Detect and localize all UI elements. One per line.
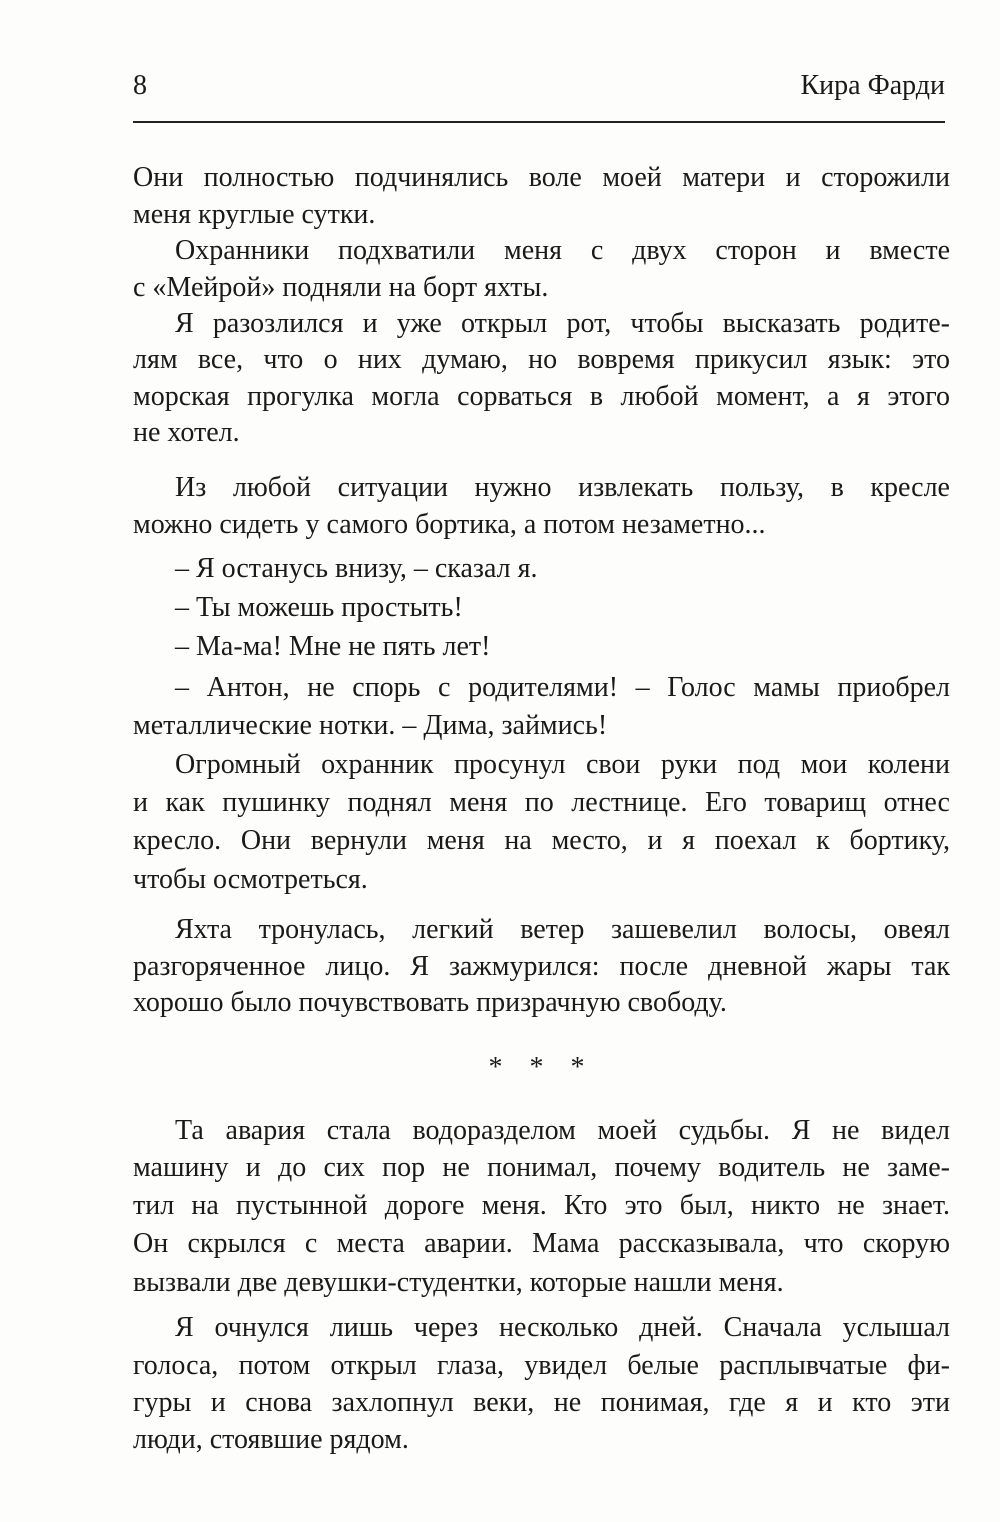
text-line: металлические нотки. – Дима, займись! [133, 710, 608, 741]
text-line: Он скрылся с места аварии. Мама рассказывала, что скорую [133, 1228, 950, 1259]
running-header-author: Кира Фарди [800, 70, 945, 101]
text-line: меня круглые сутки. [133, 199, 376, 230]
text-line: Огромный охранник просунул свои руки под мои колени [175, 749, 950, 780]
text-line: Я разозлился и уже открыл рот, чтобы высказать родите- [175, 308, 950, 339]
text-line: Я очнулся лишь через несколько дней. Сначала услышал [175, 1312, 950, 1343]
text-line: – Ты можешь простыть! [175, 592, 463, 623]
header-rule [133, 121, 945, 123]
text-line: лям все, что о них думаю, но вовремя прикусил язык: это [133, 344, 950, 375]
text-line: хорошо было почувствовать призрачную свободу. [133, 987, 727, 1018]
text-line: гуры и снова захлопнул веки, не понимая, где я и кто эти [133, 1387, 950, 1418]
text-line: – Антон, не спорь с родителями! – Голос мамы приобрел [175, 672, 950, 703]
text-line: машину и до сих пор не понимал, почему водитель не заме- [133, 1152, 950, 1183]
text-line: Яхта тронулась, легкий ветер зашевелил волосы, овеял [175, 914, 950, 945]
text-line: Охранники подхватили меня с двух сторон и вместе [175, 235, 950, 266]
text-line: вызвали две девушки-студентки, которые нашли меня. [133, 1267, 784, 1298]
text-line: – Ма-ма! Мне не пять лет! [175, 631, 491, 662]
text-line: разгоряченное лицо. Я зажмурился: после дневной жары так [133, 951, 950, 982]
text-line: люди, стоявшие рядом. [133, 1424, 409, 1455]
text-line: кресло. Они вернули меня на место, и я поехал к бортику, [133, 825, 950, 856]
text-line: чтобы осмотреться. [133, 864, 368, 895]
text-line: и как пушинку поднял меня по лестнице. Его товарищ отнес [133, 787, 950, 818]
text-line: – Я останусь внизу, – сказал я. [175, 553, 538, 584]
text-line: голоса, потом открыл глаза, увидел белые расплывчатые фи- [133, 1350, 950, 1381]
section-break: * * * [488, 1052, 595, 1083]
text-line: с «Мейрой» подняли на борт яхты. [133, 272, 549, 303]
text-line: тил на пустынной дороге меня. Кто это был, никто не знает. [133, 1190, 950, 1221]
text-line: можно сидеть у самого бортика, а потом незаметно... [133, 509, 766, 540]
text-line: Та авария стала водоразделом моей судьбы. Я не видел [175, 1115, 950, 1146]
text-line: морская прогулка могла сорваться в любой момент, а я этого [133, 381, 950, 412]
text-line: Из любой ситуации нужно извлекать пользу, в кресле [175, 472, 950, 503]
page-number: 8 [133, 70, 147, 101]
text-line: Они полностью подчинялись воле моей матери и сторожили [133, 162, 950, 193]
text-line: не хотел. [133, 417, 240, 448]
